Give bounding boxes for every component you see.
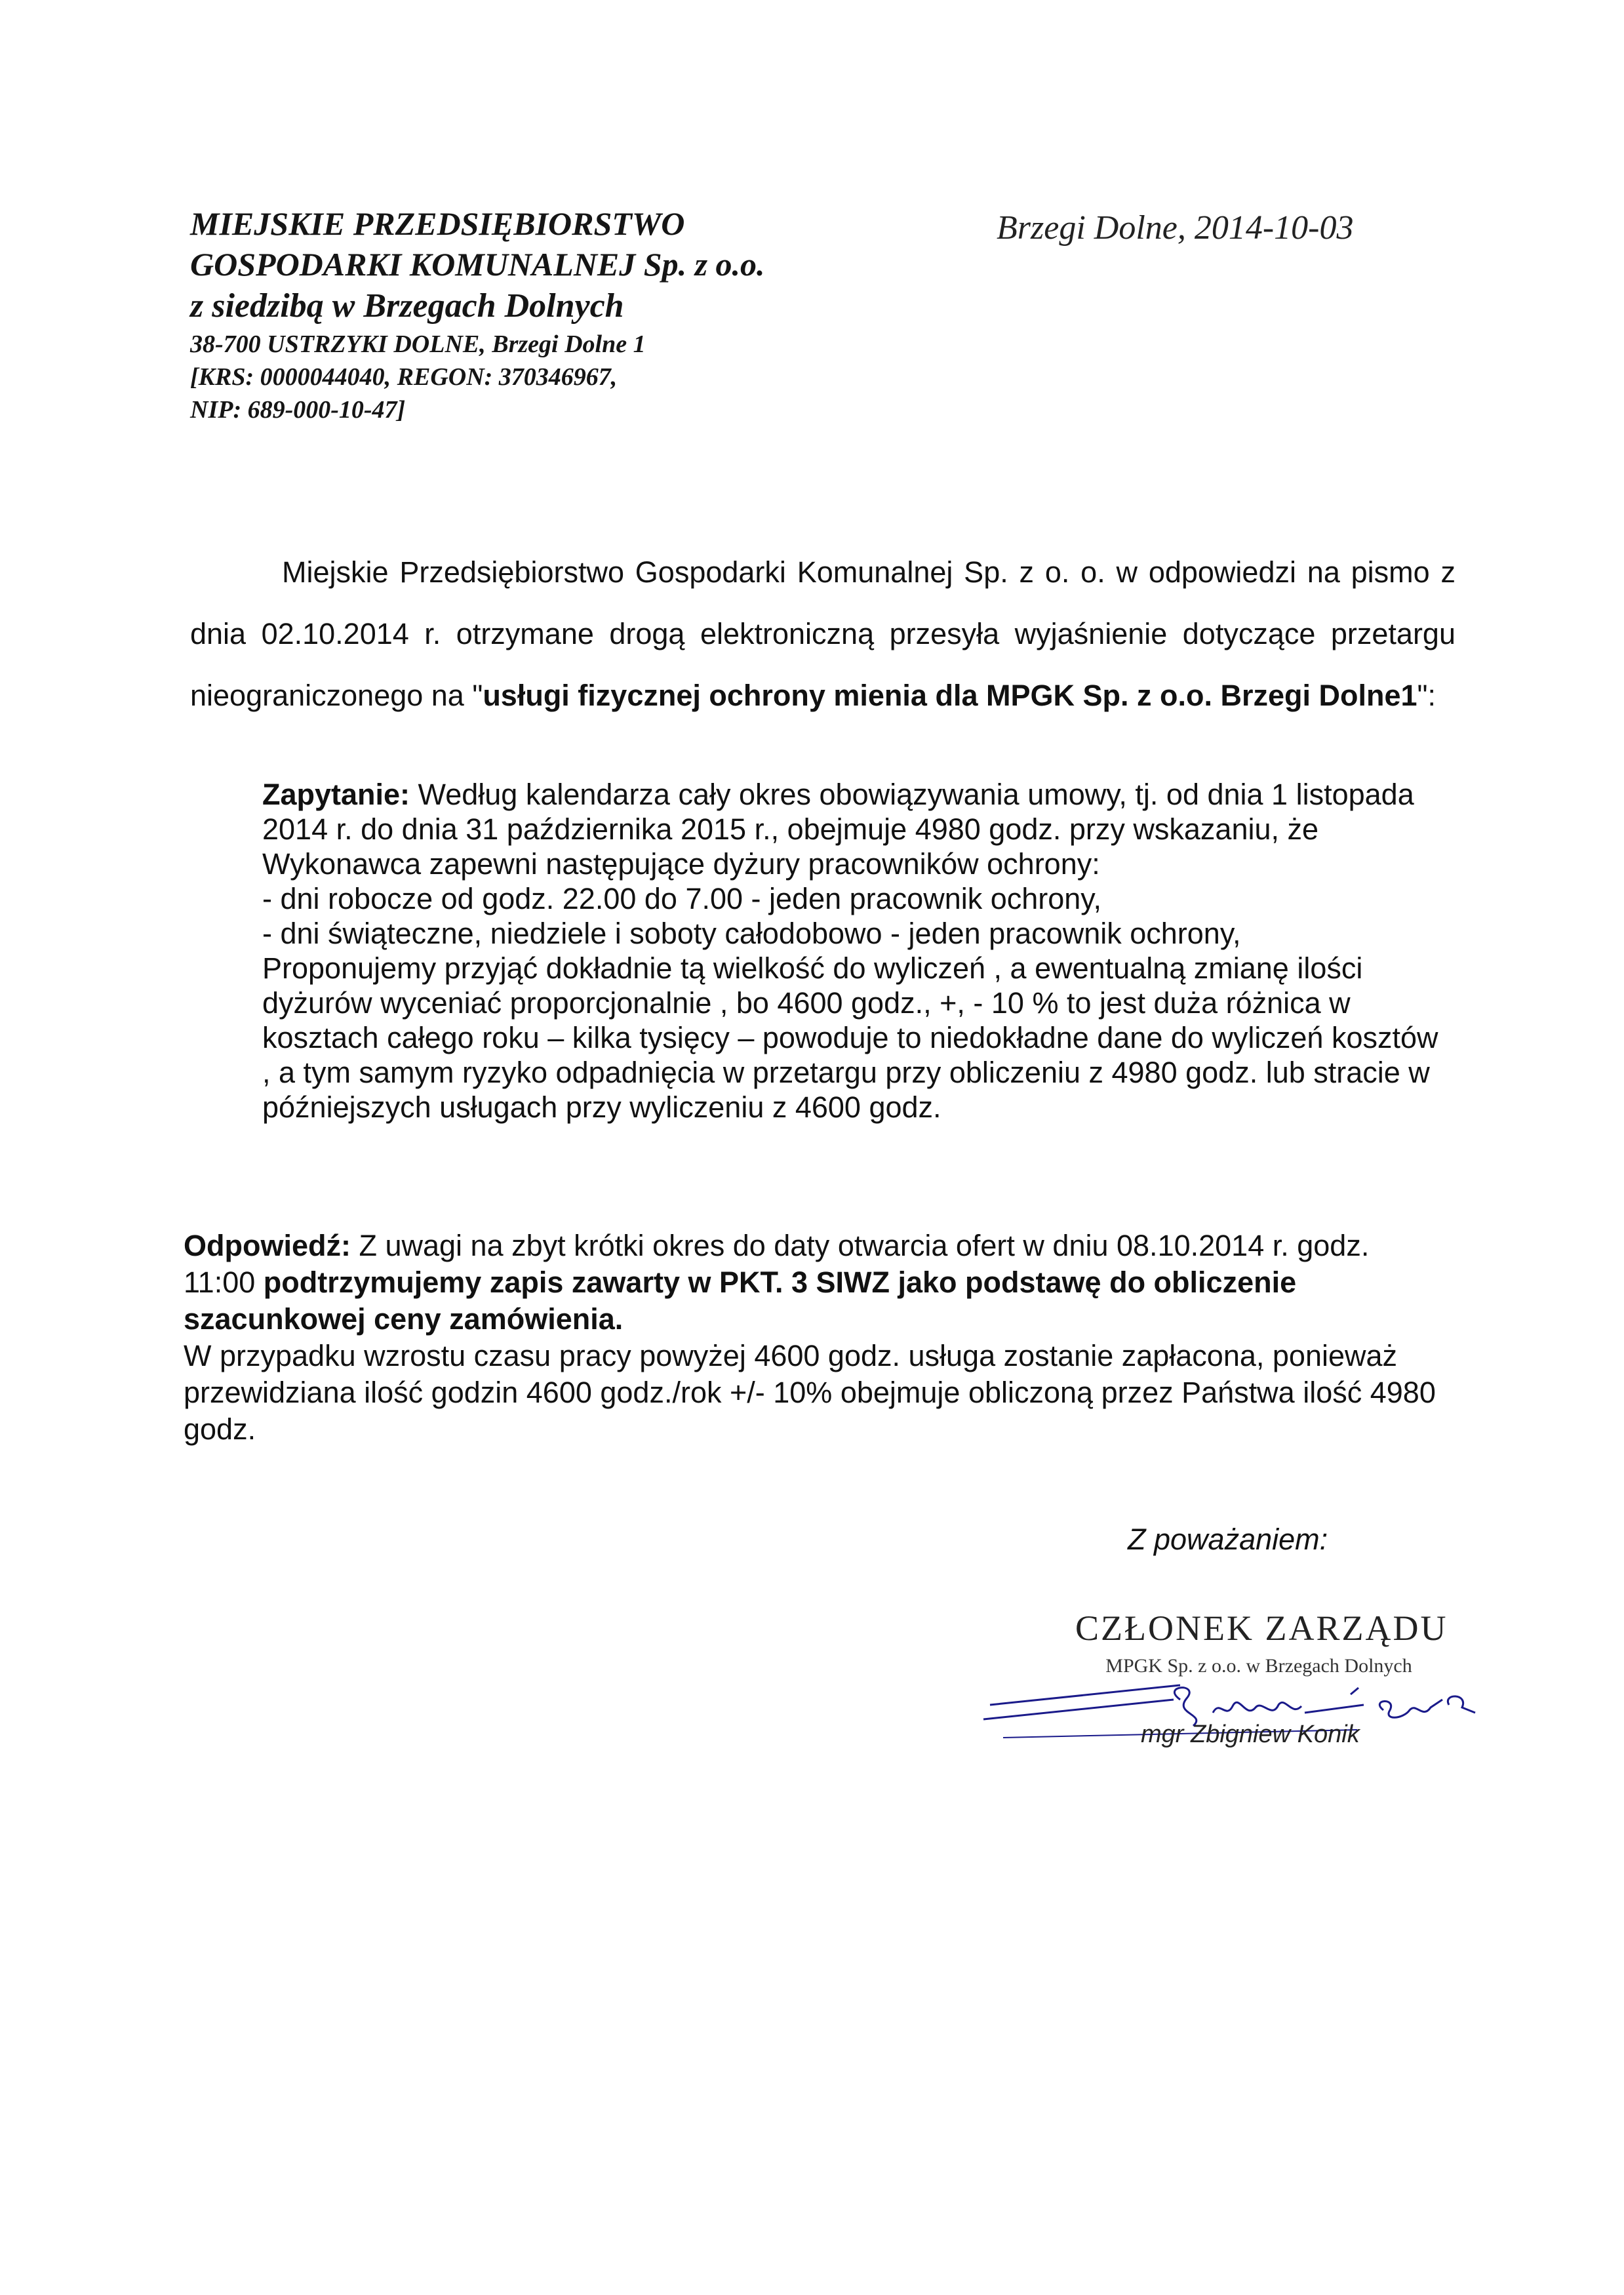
- letterhead-registry: [KRS: 0000044040, REGON: 370346967,: [190, 363, 618, 391]
- stamp-title: CZŁONEK ZARZĄDU: [1075, 1608, 1448, 1648]
- stamp-name: mgr Zbigniew Konik: [1141, 1721, 1360, 1748]
- answer-text: Z uwagi na zbyt krótki okres do daty otwarcia ofert w dniu 08.10.2014 r. godz. 11:00: [184, 1229, 1370, 1299]
- intro-text-end: ":: [1417, 679, 1436, 712]
- question-proposal: Proponujemy przyjąć dokładnie tą wielkość do wyliczeń , a ewentualną zmianę ilości dyżurów wyceniać proporcjonalnie , bo 4600 godz., +, - 10 % to jest duża różnica w kosztach całego roku – kilka tysięcy – powoduje to niedokładne dane do wyliczeń kosztów , a tym samym ryzyko odpadnięcia w przetargu przy obliczeniu z 4980 godz. lub stracie w późniejszych usługach przy wyliczeniu z 4600 godz.: [262, 951, 1438, 1124]
- intro-paragraph: [190, 542, 1456, 727]
- letterhead-seat: z siedzibą w Brzegach Dolnych: [190, 287, 624, 325]
- place-date: Brzegi Dolne, 2014-10-03: [997, 209, 1354, 247]
- stamp-subtitle: MPGK Sp. z o.o. w Brzegach Dolnych: [1105, 1655, 1412, 1677]
- tender-subject: usługi fizycznej ochrony mienia dla MPGK Sp. z o.o. Brzegi Dolne1: [483, 679, 1417, 712]
- letterhead-address: 38-700 USTRZYKI DOLNE, Brzegi Dolne 1: [190, 330, 646, 358]
- answer-explanation: W przypadku wzrostu czasu pracy powyżej 4600 godz. usługa zostanie zapłacona, ponieważ przewidziana ilość godzin 4600 godz./rok +/- 10% obejmuje obliczoną przez Państwa ilość 4980 godz.: [184, 1339, 1436, 1446]
- duty-list: [262, 881, 1442, 951]
- closing-phrase: Z poważaniem:: [1128, 1523, 1328, 1556]
- answer-label: Odpowiedź:: [184, 1229, 351, 1262]
- signature-stamp: [1075, 1608, 1495, 1759]
- intro-text: Miejskie Przedsiębiorstwo Gospodarki Komunalnej Sp. z o. o. w odpowiedzi na pismo z dnia 02.10.2014 r. otrzymane drogą elektroniczną przesyła wyjaśnienie dotyczące przetargu nieograniczonego na ": [190, 555, 1456, 712]
- letterhead-company-line-2: GOSPODARKI KOMUNALNEJ Sp. z o.o.: [190, 246, 765, 283]
- letterhead-company-line-1: MIEJSKIE PRZEDSIĘBIORSTWO: [190, 205, 685, 242]
- answer-bold-text: podtrzymujemy zapis zawarty w PKT. 3 SIWZ jako podstawę do obliczenie szacunkowej ceny zamówienia.: [184, 1266, 1297, 1336]
- answer-section: [184, 1227, 1442, 1448]
- question-label: Zapytanie:: [262, 778, 410, 811]
- question-section: [262, 777, 1442, 1125]
- list-item: - dni świąteczne, niedziele i soboty całodobowo - jeden pracownik ochrony,: [262, 917, 1241, 950]
- question-text: Według kalendarza cały okres obowiązywania umowy, tj. od dnia 1 listopada 2014 r. do dnia 31 października 2015 r., obejmuje 4980 godz. przy wskazaniu, że Wykonawca zapewni następujące dyżury pracowników ochrony:: [262, 778, 1414, 881]
- letterhead-tax-id: NIP: 689-000-10-47]: [190, 396, 406, 424]
- list-item: - dni robocze od godz. 22.00 do 7.00 - jeden pracownik ochrony,: [262, 882, 1101, 915]
- letterhead: [190, 203, 931, 426]
